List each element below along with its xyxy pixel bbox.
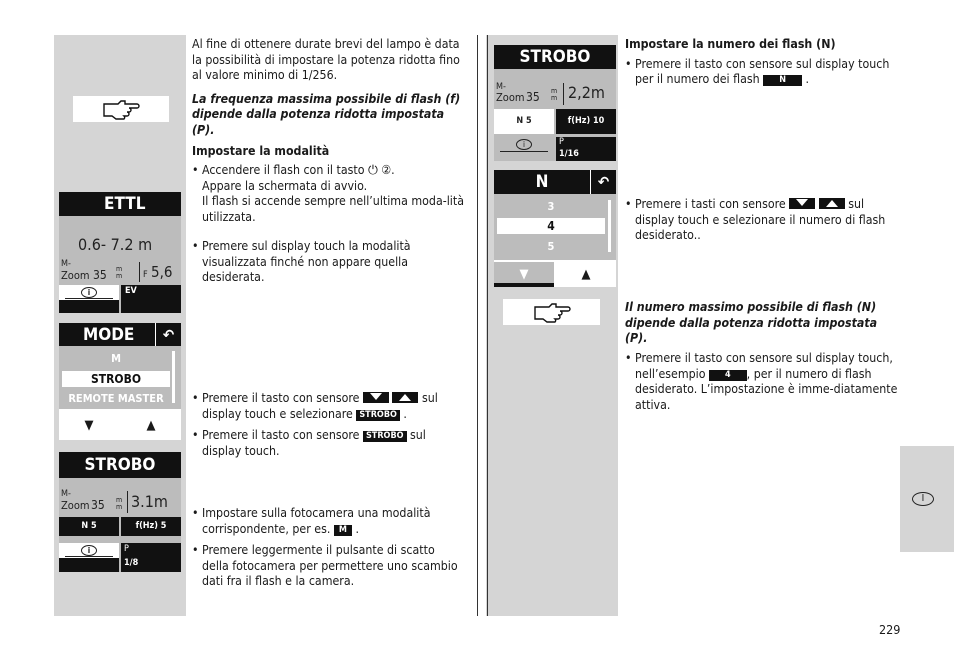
strobo-p-label: P — [124, 544, 129, 554]
ettl-title: ETTL — [104, 194, 146, 214]
ettl-info-bottom — [59, 300, 119, 313]
bullet-press-number-b: , per il numero di flash desiderato. L’impostazione è imme-diatamente attiva. — [635, 366, 898, 412]
strobo-2-f-button[interactable] — [556, 109, 616, 134]
strobo-chip: STROBO — [363, 431, 407, 442]
bullet-shutter-text: Premere leggermente il pulsante di scatto della fotocamera per permettere uno scambio dati fra il flash e la camera. — [202, 543, 458, 589]
ettl-info-underline — [65, 298, 113, 299]
ettl-zoom-label1: M- — [61, 259, 71, 269]
ettl-separator — [139, 262, 140, 282]
down-arrow-chip — [363, 392, 389, 403]
strobo-2-info-button[interactable] — [494, 137, 554, 152]
bullet-press-n: • Premere il tasto con sensore sul display touch per il numero dei flash N . — [625, 57, 895, 88]
four-chip: 4 — [709, 370, 747, 381]
strobo-2-zoom-value: 35 — [526, 90, 540, 104]
n-item-4[interactable]: 4 — [497, 218, 605, 234]
bullet-power-on-text: Accendere il flash con il tasto — [202, 163, 365, 178]
mode-item-remote-master[interactable]: REMOTE MASTER — [62, 391, 170, 406]
back-icon[interactable]: ↶ — [155, 323, 181, 346]
n-list-screen — [494, 170, 616, 287]
bullet-select-strobo-b: sul display touch e selezionare — [202, 391, 438, 421]
strobo-screen — [59, 452, 181, 572]
strobo-title-bar — [59, 452, 181, 478]
strobo-2-f-label: f(Hz) 10 — [567, 116, 605, 126]
ettl-ev-button[interactable] — [121, 285, 181, 313]
ettl-ev-label: EV — [125, 286, 137, 296]
bullet-camera-mode: • Impostare sulla fotocamera una modalità corrispondente, per es. M . — [192, 506, 464, 537]
strobo-zoom-value: 35 — [91, 498, 105, 512]
ettl-f-label: F — [143, 270, 148, 280]
strobo-2-p-value: 1/16 — [559, 149, 579, 159]
power-button-icon: ⏻ ②. — [368, 163, 395, 178]
bullet-power-on — [192, 163, 464, 225]
right-divider — [487, 35, 488, 616]
mode-item-strobo[interactable]: STROBO — [62, 371, 170, 387]
left-text-column — [192, 37, 464, 226]
strobo-chip: STROBO — [356, 410, 400, 421]
down-arrow-chip — [789, 198, 815, 209]
right-text-column — [625, 37, 895, 88]
mode-screen — [59, 323, 181, 440]
n-up-button[interactable]: ▲ — [556, 262, 616, 287]
frequency-note: La frequenza massima possibile di flash (f) dipende dalla potenza ridotta impostata (P). — [192, 91, 461, 137]
bullet-press-strobo-b: sul display touch. — [202, 428, 426, 458]
strobo-2-title: STROBO — [519, 47, 591, 67]
ettl-distance: 0.6- 7.2 m — [78, 235, 153, 254]
strobo-p-button[interactable] — [121, 543, 181, 572]
bullet-shutter — [192, 543, 464, 590]
ettl-f-value: 5,6 — [151, 263, 173, 281]
strobo-info-bottom — [59, 558, 119, 572]
strobo-2-zoom-label2: Zoom — [496, 91, 525, 104]
n-down-button[interactable]: ▼ — [494, 262, 554, 287]
strobo-2-p-label: P — [559, 137, 564, 147]
bullet-select-strobo: • Premere il tasto con sensore sul display touch e selezionare STROBO . — [192, 391, 464, 422]
ettl-zoom-label2: Zoom — [61, 269, 90, 282]
strobo-2-info-underline — [500, 151, 548, 152]
side-tab — [900, 446, 954, 552]
bullet-select-n-a: Premere i tasti con sensore — [635, 197, 786, 211]
strobo-separator — [127, 491, 128, 513]
n-item-5[interactable]: 5 — [497, 239, 605, 254]
strobo-2-title-bar — [494, 45, 616, 69]
n-down-underline — [494, 283, 554, 287]
strobo-zoom-label1: M- — [61, 489, 71, 499]
ettl-screen — [59, 192, 181, 313]
hand-pointer-icon — [503, 299, 600, 325]
n-item-3[interactable]: 3 — [497, 199, 605, 214]
mode-up-button[interactable]: ▲ — [121, 411, 181, 440]
strobo-screen-2 — [494, 45, 616, 161]
strobo-info-underline — [65, 556, 113, 557]
bullet-power-on-screen: Appare la schermata di avvio. — [202, 178, 368, 193]
strobo-2-zoom-label1: M- — [496, 82, 506, 92]
ettl-unit: m m — [116, 265, 123, 280]
strobo-title: STROBO — [84, 455, 156, 475]
bullet-press-number-a: Premere il tasto con sensore sul display touch, nell’esempio — [635, 351, 893, 381]
bullet-touch-mode — [192, 239, 464, 286]
bullet-select-strobo-a: Premere il tasto con sensore — [202, 391, 360, 405]
side-tab-letter: I — [912, 492, 934, 506]
info-icon: i — [516, 139, 532, 150]
back-icon[interactable]: ↶ — [590, 170, 616, 194]
page-number: 229 — [879, 622, 901, 637]
n-heading: Impostare la numero dei flash (N) — [625, 37, 836, 51]
strobo-n-label: N 5 — [81, 521, 97, 531]
strobo-f-button[interactable] — [121, 517, 181, 536]
n-max-note: Il numero massimo possibile di flash (N) dipende dalla potenza ridotta impostata (P). — [625, 300, 878, 346]
strobo-zoom-label2: Zoom — [61, 499, 90, 512]
ettl-zoom-value: 35 — [93, 268, 107, 282]
strobo-2-distance: 2,2m — [568, 83, 605, 102]
strobo-2-p-button[interactable] — [556, 137, 616, 161]
n-scrollbar[interactable] — [608, 200, 611, 252]
center-divider — [477, 35, 478, 616]
ettl-title-bar[interactable] — [59, 192, 181, 216]
bullet-power-on-last-mode: Il flash si accende sempre nell’ultima moda-lità utilizzata. — [202, 194, 464, 224]
bullet-press-number — [625, 351, 900, 413]
bullet-touch-mode-text: Premere sul display touch la modalità visualizzata finché non appare quella desiderata. — [202, 239, 411, 285]
info-icon: i — [81, 545, 97, 556]
strobo-2-n-button[interactable] — [494, 109, 554, 134]
bullet-select-n-b: sul display touch e selezionare il numero di flash desiderato.. — [635, 197, 886, 243]
strobo-p-value: 1/8 — [124, 558, 139, 568]
mode-scrollbar[interactable] — [172, 351, 175, 403]
intro-paragraph: Al fine di ottenere durate brevi del lampo è data la possibilità di impostare la potenza ridotta fino al valore minimo di 1/256. — [192, 37, 460, 83]
m-chip: M — [334, 525, 352, 536]
strobo-2-unit: m m — [551, 87, 558, 102]
hand-pointer-icon — [73, 96, 169, 122]
strobo-2-separator — [563, 83, 564, 105]
mode-heading: Impostare la modalità — [192, 143, 330, 158]
mode-down-button[interactable]: ▼ — [59, 411, 119, 440]
mode-item-m[interactable]: M — [62, 351, 170, 366]
strobo-2-n-label: N 5 — [516, 116, 532, 126]
strobo-f-label: f(Hz) 5 — [135, 521, 167, 531]
up-arrow-chip — [392, 392, 418, 403]
n-title: N — [535, 172, 549, 192]
n-title-bar — [494, 170, 616, 194]
bullet-press-n-a: Premere il tasto con sensore sul display touch per il numero dei flash — [635, 56, 890, 87]
n-chip: N — [763, 75, 802, 86]
bullet-press-strobo-a: Premere il tasto con sensore — [202, 428, 360, 442]
bullet-select-n — [625, 197, 895, 244]
bullet-press-strobo — [192, 428, 464, 459]
mode-title: MODE — [83, 324, 135, 345]
strobo-unit: m m — [116, 496, 123, 511]
up-arrow-chip — [819, 198, 845, 209]
info-icon: i — [81, 287, 97, 298]
bullet-camera-mode-a: Impostare sulla fotocamera una modalità corrispondente, per es. — [202, 506, 431, 536]
strobo-distance: 3.1m — [131, 492, 168, 511]
strobo-n-button[interactable] — [59, 517, 119, 536]
mode-title-bar — [59, 323, 181, 346]
